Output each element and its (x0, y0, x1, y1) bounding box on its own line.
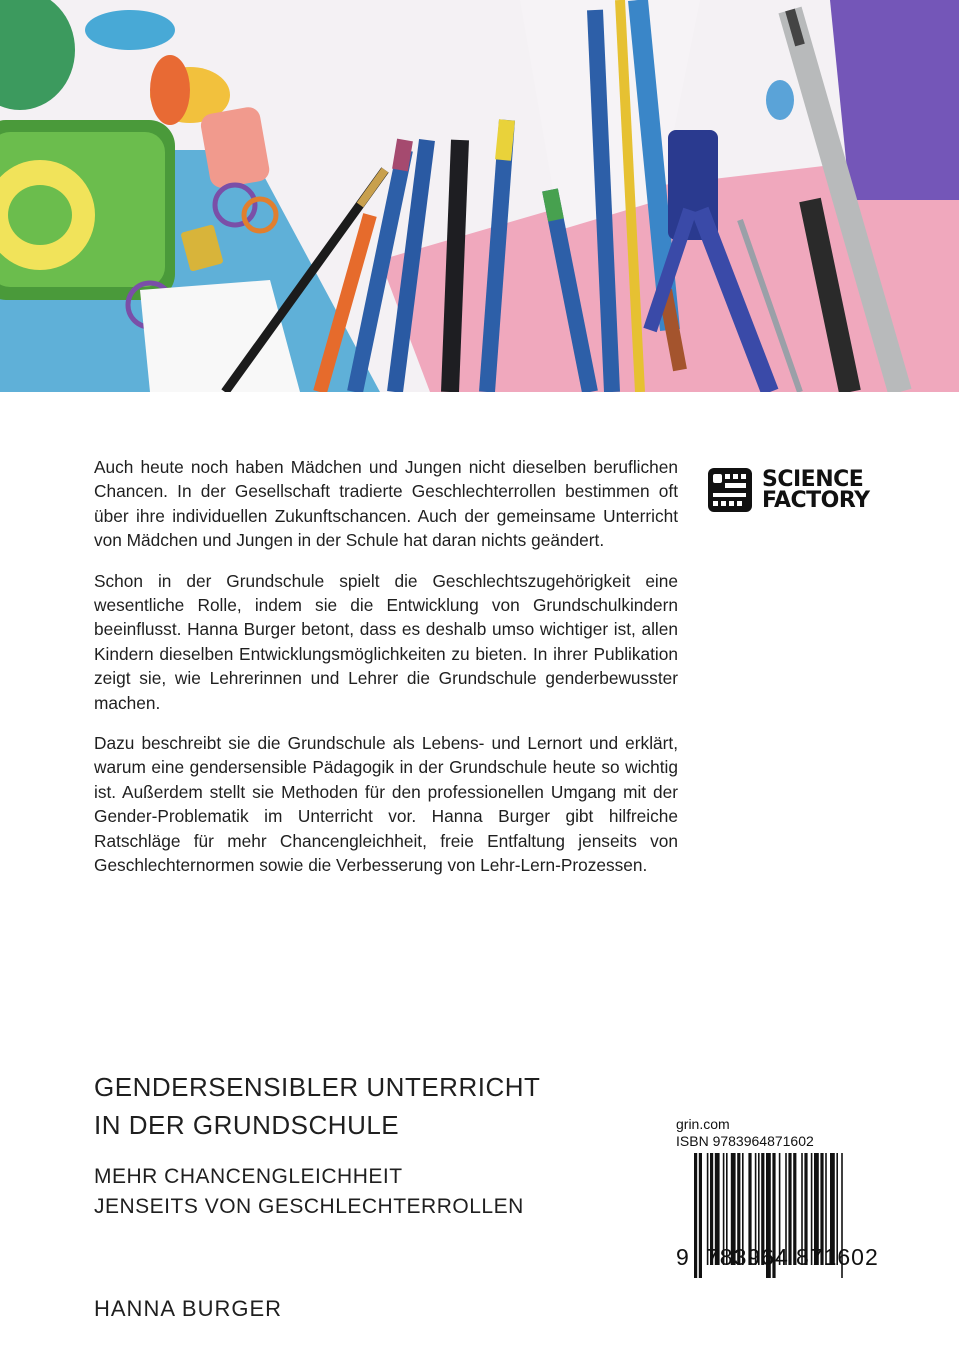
barcode-digits-right: 871602 (796, 1244, 879, 1270)
barcode-bar (788, 1153, 791, 1265)
book-title-line1: GENDERSENSIBLER UNTERRICHT (94, 1072, 541, 1102)
barcode-digits-left: 783964 (706, 1244, 789, 1270)
science-factory-icon (706, 466, 754, 514)
barcode-bar (694, 1153, 697, 1278)
back-cover-blurb (94, 455, 678, 894)
publisher-name-line1: SCIENCE (762, 467, 864, 492)
book-subtitle (94, 1162, 524, 1222)
blurb-paragraph: Auch heute noch haben Mädchen und Jungen nicht dieselben beruflichen Chancen. In der Gesellschaft tradierte Geschlechterrollen bestimmen oft über ihre individuellen Zukunftschancen. Auch der gemeinsame Unterricht von Mädchen und Jungen in der Schule hat daran nichts geändert. (94, 457, 678, 551)
blurb-paragraph: Dazu beschreibt sie die Grundschule als Lebens- und Lernort und erklärt, warum eine gendersensible Pädagogik in der Grundschule heute so wichtig ist. Außerdem stellt sie Methoden für den professionellen Umgang mit der Gender-Problematik im Unterricht vor. Hanna Burger gibt hilfreiche Ratschläge für mehr Chancengleichheit, freie Entfaltung jenseits von Geschlechternormen sowie die Verbesserung von Lehr-Lern-Prozessen. (94, 733, 678, 876)
publisher-name-line2: FACTORY (762, 488, 870, 513)
isbn-label: ISBN 9783964871602 (676, 1133, 814, 1149)
book-title-line2: IN DER GRUNDSCHULE (94, 1110, 400, 1140)
book-subtitle-line1: MEHR CHANCENGLEICHHEIT (94, 1165, 403, 1188)
book-subtitle-line2: JENSEITS VON GESCHLECHTERROLLEN (94, 1195, 524, 1218)
author-name: HANNA BURGER (94, 1296, 283, 1321)
publisher-logo (706, 464, 871, 516)
blurb-paragraph: Schon in der Grundschule spielt die Geschlechtszugehörigkeit eine wesentliche Rolle, indem sie die Entwicklung von Grundschulkindern beeinflusst. Hanna Burger betont, dass es deshalb umso wichtiger ist, allen Kindern dieselben Entwicklungsmöglichkeiten zu bieten. In ihrer Publikation zeigt sie, wie Lehrerinnen und Lehrer die Grundschule genderbewusster machen. (94, 570, 678, 713)
book-title (94, 1068, 540, 1144)
barcode-digit-first: 9 (676, 1244, 689, 1270)
barcode-bar (699, 1153, 702, 1278)
cover-photo (0, 0, 959, 392)
isbn-barcode (676, 1116, 901, 1278)
publisher-url: grin.com (676, 1116, 730, 1132)
